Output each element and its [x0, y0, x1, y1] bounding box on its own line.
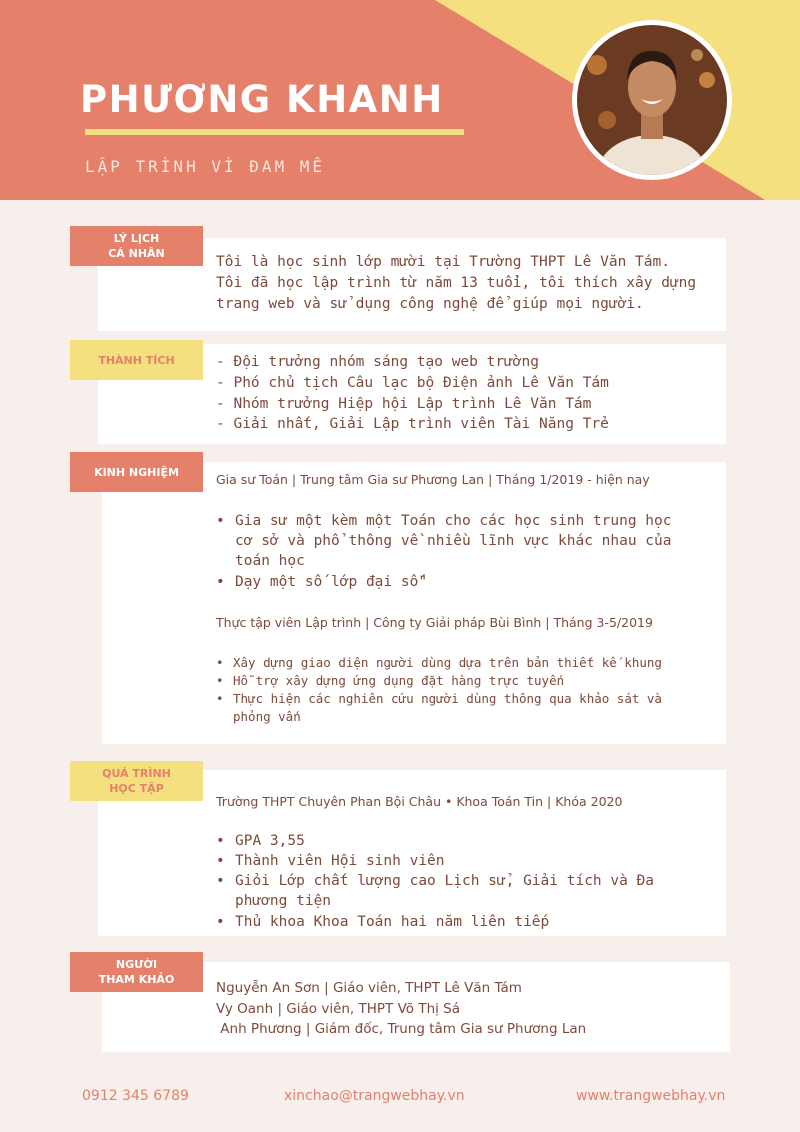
section-label-text: THÀNH TÍCH	[98, 353, 175, 367]
bullet-dot: •	[216, 691, 224, 706]
reference-item: Nguyễn An Sơn | Giáo viên, THPT Lê Văn Tám	[216, 980, 522, 996]
candidate-name: PHƯƠNG KHANH	[80, 78, 444, 121]
bullet-dot: •	[216, 914, 225, 930]
achievement-item: - Đội trưởng nhóm sáng tạo web trường	[216, 354, 540, 370]
footer-website[interactable]: www.trangwebhay.vn	[576, 1088, 726, 1104]
achievement-item: - Nhóm trưởng Hiệp hội Lập trình Lê Văn Tám	[216, 396, 592, 412]
bullet-dot: •	[216, 833, 225, 849]
candidate-tagline: LẬP TRÌNH VÌ ĐAM MÊ	[85, 157, 326, 176]
job-bullet: Xây dựng giao diện người dùng dựa trên bản thiết kế khung	[233, 655, 662, 670]
reference-item: Vy Oanh | Giáo viên, THPT Võ Thị Sá	[216, 1001, 461, 1017]
reference-item: Anh Phương | Giám đốc, Trung tâm Gia sư Phương Lan	[216, 1021, 587, 1037]
section-label-text: KINH NGHIỆM	[94, 465, 179, 479]
section-label-text: NGƯỜI THAM KHẢO	[98, 958, 175, 986]
experience-card	[102, 462, 726, 744]
job-bullet: cơ sở và phổ thông về nhiều lĩnh vực khác nhau của	[235, 533, 672, 549]
section-label-experience	[70, 452, 203, 492]
education-bullet: Giỏi Lớp chất lượng cao Lịch sử, Giải tích và Đa	[235, 873, 655, 889]
bullet-dot: •	[216, 873, 225, 889]
education-bullet: GPA 3,55	[235, 833, 305, 849]
section-label-text: QUÁ TRÌNH HỌC TẬP	[102, 767, 171, 795]
bullet-dot: •	[216, 853, 225, 869]
profile-photo	[572, 20, 732, 180]
achievement-item: - Giải nhất, Giải Lập trình viên Tài Năng Trẻ	[216, 416, 609, 432]
section-label-education	[70, 761, 203, 801]
job-title: Thực tập viên Lập trình | Công ty Giải pháp Bùi Bình | Tháng 3-5/2019	[216, 615, 653, 630]
profile-line: Tôi đã học lập trình từ năm 13 tuổi, tôi thích xây dựng	[216, 275, 697, 291]
job-bullet: Gia sư một kèm một Toán cho các học sinh trung học	[235, 513, 672, 529]
education-bullet: phương tiện	[235, 893, 332, 909]
job-bullet: Hỗ trợ xây dựng ứng dụng đặt hàng trực tuyến	[233, 673, 565, 688]
job-bullet: Dạy một số lớp đại số"	[235, 574, 428, 590]
section-label-references	[70, 952, 203, 992]
name-underline	[85, 129, 464, 135]
profile-line: trang web và sử dụng công nghệ để giúp mọi người.	[216, 296, 644, 312]
profile-line: Tôi là học sinh lớp mười tại Trường THPT Lê Văn Tám.	[216, 254, 670, 270]
job-bullet: toán học	[235, 553, 305, 569]
education-bullet: Thủ khoa Khoa Toán hai năm liên tiếp	[235, 914, 550, 930]
bullet-dot: •	[216, 655, 224, 670]
section-label-text: LÝ LỊCH CÁ NHÂN	[108, 232, 165, 260]
section-label-achievements	[70, 340, 203, 380]
bullet-dot: •	[216, 513, 225, 529]
achievement-item: - Phó chủ tịch Câu lạc bộ Điện ảnh Lê Văn Tám	[216, 375, 609, 391]
bullet-dot: •	[216, 574, 225, 590]
footer-phone: 0912 345 6789	[82, 1088, 189, 1104]
footer-email[interactable]: xinchao@trangwebhay.vn	[284, 1088, 465, 1104]
section-label-profile	[70, 226, 203, 266]
education-bullet: Thành viên Hội sinh viên	[235, 853, 445, 869]
bullet-dot: •	[216, 673, 224, 688]
school-title: Trường THPT Chuyên Phan Bội Châu • Khoa Toán Tin | Khóa 2020	[216, 794, 623, 809]
job-title: Gia sư Toán | Trung tâm Gia sư Phương Lan | Tháng 1/2019 - hiện nay	[216, 472, 650, 487]
job-bullet: Thực hiện các nghiên cứu người dùng thông qua khảo sát và	[233, 691, 662, 706]
job-bullet: phỏng vấn	[233, 709, 301, 724]
